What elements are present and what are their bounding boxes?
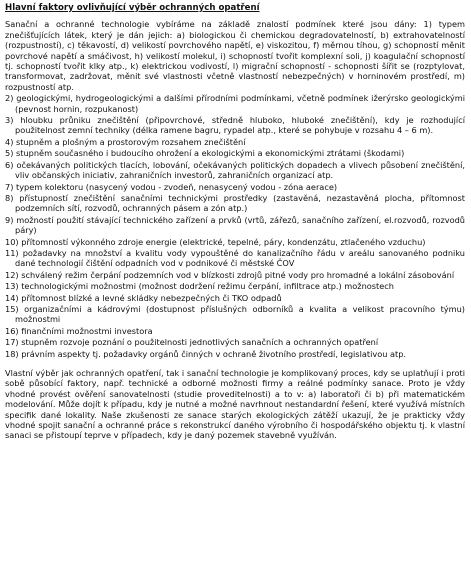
list-item: 2) geologickými, hydrogeologickými a dalšími přírodními podmínkami, včetně podmínek ižerýrsko geologickými (pevnost hornin, rozpukanost): [5, 93, 465, 114]
list-item: 14) přítomnost blízké a levné skládky nebezpečných či TKO odpadů: [5, 292, 282, 303]
list-item: 17) stupněm rozvoje poznání o použitelnosti jednotlivých sanačních a ochranných opatření: [5, 337, 379, 348]
closing-paragraph: Vlastní výběr jak ochranných opatření, tak i sanační technologie je komplikovaný proces, kdy se uplatňují i proti sobě působící faktory, např. technické a odborné možnosti firmy a reálné podmínky sanace. Proto je vždy vhodné provést ověření sanovatelnosti (studie proveditelnosti) a to v: a) laboratoři či b) při matematickém modelování. Může dojít k případu, kdy je nutné a možné navrhnout nestandardní řešení, které využívá místních specifik dané lokality. Naše zkušenosti ze sanace starých ekologických zátěží ukazují, že je prakticky vždy vhodné spojit sanační a ochranné práce s rekonstrukcí daného výrobního či hospodářského objektu tj. k vlastní sanaci se přistoupí teprve v případech, kdy je daný pozemek stavebně využíván.: [5, 368, 465, 441]
list-item: 18) právním aspekty tj. požadavky orgánů činných v ochraně životního prostředí, legislativou atp.: [5, 348, 407, 359]
list-item: 11) požadavky na množství a kvalitu vody vypouštěné do kanalizačního řádu v areálu sanovaného podniku dané technologií čištění odpadních vod v podnikové či městské ČOV: [5, 247, 465, 269]
list-item: 8) přístupností znečištění sanačními technickými prostředky (zastavěná, nezastavěná plocha, přítomnost podzemních sítí, rozvodů, ochranných pásem a zón atp.): [5, 192, 465, 214]
list-item: 15) organizačními a kádrovými (dostupnost příslušných odborníků a kvalita a velikost pracovního týmu) možnostmi: [5, 303, 465, 325]
intro-paragraph: Sanační a ochranné technologie vybíráme na základě znalostí podmínek které jsou dány: 1) typem znečišťujících látek, který je dán jejich: a) biologickou či chemickou degradovatelností, b) extrahovatelností (rozpustností), c) těkavostí, d) velikostí povrchového napětí, e) viskozitou, f) měrnou tíhou, g) schopností měnit povrchové napětí a smáčivost, h) velikostí molekul, i) schopností tvořit komplexní soli, j) koagulační schopností tj. schopností tvořit klky atp., k) elektrickou vodivostí, l) migrační schopností - schopnosti šířit se (rozptylovat, transformovat, zadržovat, měnit své vlastnosti včetně vlastností nebezpečných) v horninovém prostředí, m) rozpustností atp.: [5, 19, 465, 92]
list-item: 16) finančními možnostmi investora: [5, 325, 153, 336]
list-item: 5) stupněm současného i budoucího ohrožení a ekologickými a ekonomickými ztrátami (škodami): [5, 148, 405, 159]
list-item: 6) očekávaných politických tlacích, lobování, očekávaných politických dopadech a vlivech působení znečištění, vliv občanských iniciativ, zahraničních investorů, zahraničních organizací atp.: [5, 159, 465, 181]
list-item: 13) technologickými možnostmi (možnost dodržení režimu čerpání, infiltrace atp.) možnostech: [5, 281, 394, 292]
list-item: 3) hloubku průniku znečištění (připovrchové, středně hluboko, hluboké znečištění), kdy je rozhodující použitelnost zemní techniky (délka ramene bagru, rypadel atp., které se pohybuje v rozsahu 4 – 6 m).: [5, 115, 465, 136]
list-item: 10) přítomností výkonného zdroje energie (elektrické, tepelné, páry, kondenzátu, ztlačeného vzduchu): [5, 236, 426, 247]
list-item: 7) typem kolektoru (nasycený vodou - zvodeň, nenasycený vodou - zóna aerace): [5, 181, 338, 192]
factor-list: [5, 93, 465, 359]
list-item: 12) schválený režim čerpání podzemních vod v blízkosti zdrojů pitné vody pro hromadné a lokální zásobování: [5, 269, 455, 280]
list-item: 9) možností použití stávající technického zařízení a prvků (vrtů, zářezů, sanačního zařízení, el.rozvodů, rozvodů páry): [5, 214, 465, 236]
document-title: Hlavní faktory ovlivňující výběr ochranných opatření: [5, 3, 260, 13]
list-item: 4) stupněm a plošným a prostorovým rozsahem znečištění: [5, 136, 246, 147]
